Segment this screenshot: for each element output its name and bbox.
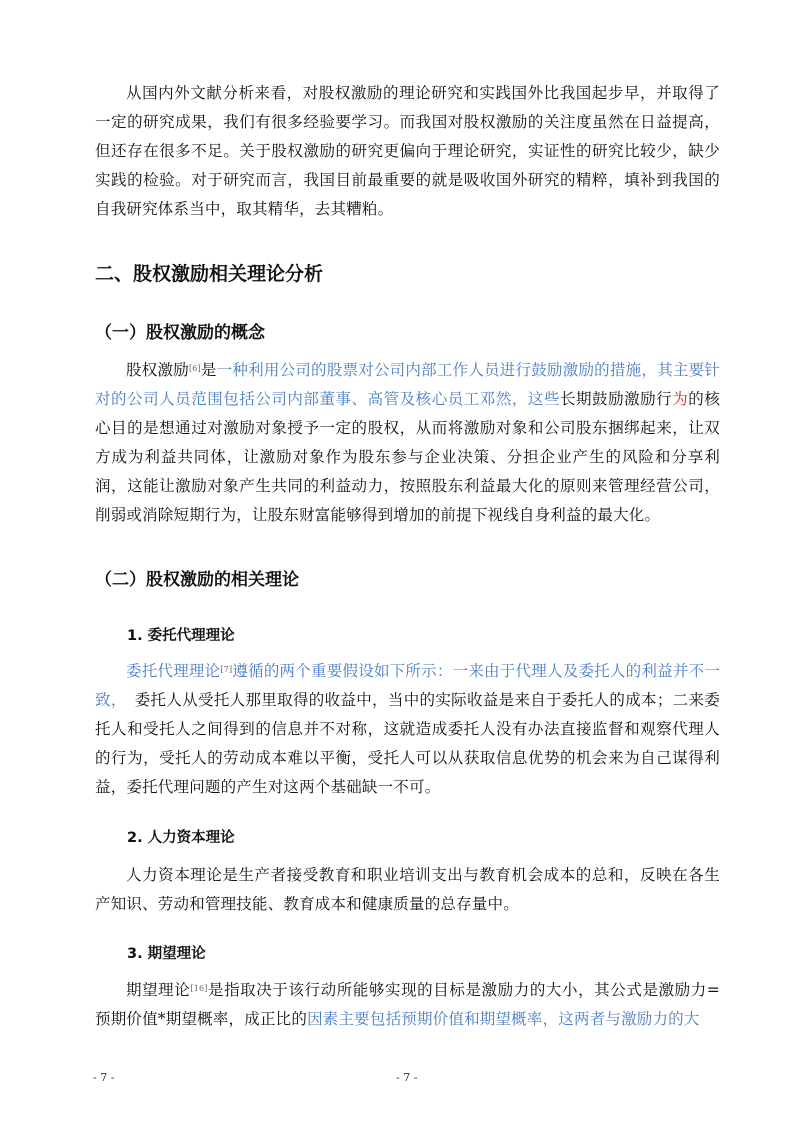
- concept-is: 是: [200, 361, 217, 379]
- subsection-heading-theories: （二）股权激励的相关理论: [95, 570, 299, 590]
- concept-red-char: 为: [672, 390, 689, 408]
- theory2-paragraph: 人力资本理论是生产者接受教育和职业培训支出与教育机会成本的总和，反映在各生产知识、劳动和管理技能、教育成本和健康质量的总存量中。: [95, 866, 720, 913]
- theory2-heading: 2. 人力资本理论: [127, 830, 235, 846]
- footer-page-number-center: - 7 -: [396, 1071, 418, 1084]
- theory1-term: 委托代理理论: [126, 662, 221, 680]
- section-heading-2: 二、股权激励相关理论分析: [95, 263, 324, 285]
- theory3-heading: 3. 期望理论: [127, 946, 206, 962]
- theory1-heading: 1. 委托代理理论: [127, 628, 235, 644]
- theory3-term: 期望理论: [126, 981, 191, 999]
- concept-term: 股权激励: [126, 361, 189, 379]
- concept-blue-text: 一种利用公司的股票对公司内部工作人员进行鼓励激励的措施，其主要针对的公司人员范围包括公司内部董事、高管及核心员工邓然，这些: [95, 361, 720, 408]
- theory3-paragraph: [95, 976, 720, 1034]
- concept-text-2: 的核心目的是想通过对激励对象授予一定的股权，从而将激励对象和公司股东捆绑起来，让双方成为利益共同体，让激励对象作为股东参与企业决策、分担企业产生的风险和分享利润，这能让激励对象产生共同的利益动力，按照股东利益最大化的原则来管理经营公司，削弱或消除短期行为，让股东财富能够得到增加的前提下视线自身利益的最大化。: [95, 390, 721, 524]
- concept-paragraph: [95, 356, 720, 530]
- concept-text-1: 长期鼓励激励行: [559, 390, 673, 408]
- theory3-blue-text: 因素主要包括预期价值和期望概率，这两者与激励力的大: [307, 1010, 700, 1028]
- theory1-blue-text: 遵循的两个重要假设如下所示：一来由于代理人及委托人的利益并不一致，: [95, 662, 720, 709]
- citation-ref-7: [7]: [220, 665, 233, 674]
- theory1-paragraph: [95, 657, 720, 802]
- theory1-text: 委托人从受托人那里取得的收益中，当中的实际收益是来自于委托人的成本；二来委托人和受托人之间得到的信息并不对称，这就造成委托人没有办法直接监督和观察代理人的行为，受托人的劳动成本难以平衡，受托人可以从获取信息优势的机会来为自己谋得利益，委托代理问题的产生对这两个基础缺一不可。: [95, 691, 721, 796]
- theory3-text: 是指取决于该行动所能够实现的目标是激励力的大小，其公式是激励力=预期价值*期望概率，成正比的: [95, 981, 720, 1028]
- citation-ref-16: [16]: [190, 984, 208, 993]
- citation-ref-6: [6]: [188, 364, 201, 373]
- intro-paragraph: 从国内外文献分析来看，对股权激励的理论研究和实践国外比我国起步早，并取得了一定的研究成果，我们有很多经验要学习。而我国对股权激励的关注度虽然在日益提高，但还存在很多不足。关于股权激励的研究更偏向于理论研究，实证性的研究比较少，缺少实践的检验。对于研究而言，我国目前最重要的就是吸收国外研究的精粹，填补到我国的自我研究体系当中，取其精华，去其糟粕。: [95, 84, 720, 218]
- subsection-heading-concept: （一）股权激励的概念: [95, 323, 265, 343]
- footer-page-number-left: - 7 -: [93, 1071, 115, 1084]
